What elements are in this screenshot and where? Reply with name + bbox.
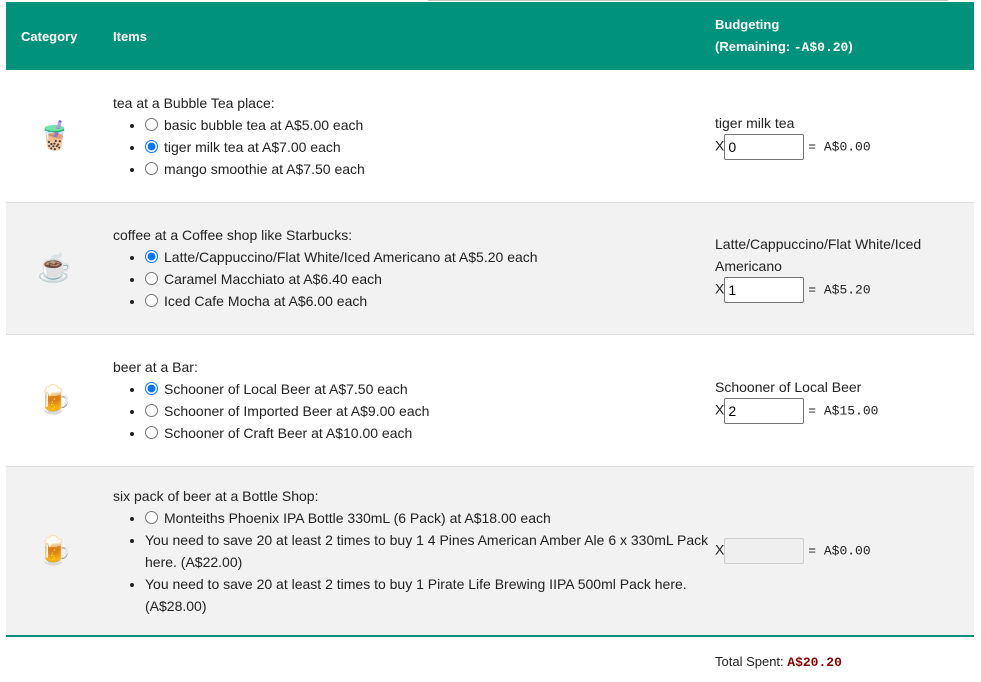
- list-item: [145, 400, 715, 422]
- beer-mug-icon: 🍺: [37, 534, 72, 566]
- option-label: tiger milk tea at A$7.00 each: [164, 138, 341, 155]
- budget-cell: [715, 466, 974, 636]
- beer-mug-icon: 🍺: [37, 384, 72, 415]
- option-radio[interactable]: [145, 426, 158, 439]
- line-total: = A$0.00: [808, 139, 871, 155]
- option-label: Schooner of Imported Beer at A$9.00 each: [164, 403, 430, 419]
- option-radio[interactable]: [145, 140, 158, 153]
- list-item: [145, 573, 715, 617]
- list-item: [145, 422, 715, 444]
- category-cell: [6, 70, 113, 202]
- category-row-beer-bar: [6, 334, 974, 466]
- option-label: Caramel Macchiato at A$6.40 each: [164, 271, 382, 287]
- option-label: Iced Cafe Mocha at A$6.00 each: [164, 293, 368, 309]
- option-radio[interactable]: [145, 118, 158, 131]
- category-cell: [6, 334, 113, 466]
- budget-cell: [715, 334, 974, 466]
- budget-table: [6, 2, 974, 637]
- options-list: [113, 507, 715, 617]
- items-cell: [113, 466, 715, 636]
- total-spent-label: Total Spent:: [715, 654, 788, 669]
- header-budgeting-label: Budgeting: [715, 16, 780, 32]
- top-divider: [428, 0, 948, 1]
- multiply-label: X: [715, 280, 725, 297]
- option-label: mango smoothie at A$7.50 each: [164, 160, 365, 177]
- selected-item-name: Schooner of Local Beer: [715, 379, 862, 395]
- quantity-input[interactable]: [724, 538, 804, 564]
- multiply-label: X: [715, 137, 725, 154]
- options-list: [113, 378, 715, 444]
- budget-cell: [715, 70, 974, 202]
- multiply-label: X: [715, 401, 725, 418]
- multiply-label: X: [715, 541, 725, 558]
- list-item: [145, 290, 715, 312]
- category-title: tea at a Bubble Tea place:: [113, 94, 275, 111]
- option-radio[interactable]: [145, 382, 158, 395]
- line-total: = A$15.00: [808, 403, 879, 419]
- items-cell: [113, 334, 715, 466]
- list-item: [145, 529, 715, 573]
- option-radio[interactable]: [145, 511, 158, 524]
- savings-note: You need to save 20 at least 2 times to buy 1 Pirate Life Brewing IIPA 500ml Pack here. (A$28.00): [145, 575, 687, 614]
- option-radio[interactable]: [145, 294, 158, 307]
- option-label: Schooner of Local Beer at A$7.50 each: [164, 381, 408, 397]
- option-label: Schooner of Craft Beer at A$10.00 each: [164, 425, 413, 441]
- category-title: six pack of beer at a Bottle Shop:: [113, 487, 319, 504]
- selected-item-name: Latte/Cappuccino/Flat White/Iced Americano: [715, 236, 922, 274]
- quantity-input[interactable]: [724, 134, 804, 160]
- savings-note: You need to save 20 at least 2 times to buy 1 4 Pines American Amber Ale 6 x 330mL Pack here. (A$22.00): [145, 531, 709, 570]
- options-list: [113, 246, 715, 312]
- quantity-calc: [715, 398, 974, 424]
- items-cell: [113, 202, 715, 334]
- option-label: basic bubble tea at A$5.00 each: [164, 116, 364, 133]
- selected-item-name: tiger milk tea: [715, 114, 795, 131]
- line-total: = A$5.20: [808, 282, 871, 298]
- list-item: [145, 158, 715, 180]
- option-label: Monteiths Phoenix IPA Bottle 330mL (6 Pack) at A$18.00 each: [164, 509, 551, 526]
- header-category: Category: [21, 28, 78, 44]
- list-item: [145, 246, 715, 268]
- list-item: [145, 378, 715, 400]
- header-budgeting: [715, 2, 974, 70]
- total-spent-value: A$20.20: [787, 655, 842, 670]
- list-item: [145, 114, 715, 136]
- total-spent: [715, 654, 842, 670]
- coffee-icon: ☕: [37, 252, 72, 283]
- category-title: coffee at a Coffee shop like Starbucks:: [113, 227, 353, 243]
- bubble-tea-icon: 🧋: [37, 119, 72, 151]
- quantity-calc: [715, 538, 974, 564]
- header-items: Items: [113, 28, 147, 44]
- remaining-suffix: ): [848, 38, 853, 54]
- table-header: [6, 2, 974, 70]
- list-item: [145, 136, 715, 158]
- option-radio[interactable]: [145, 162, 158, 175]
- options-list: [113, 114, 715, 180]
- option-radio[interactable]: [145, 272, 158, 285]
- remaining-prefix: (Remaining:: [715, 38, 794, 54]
- option-label: Latte/Cappuccino/Flat White/Iced Americano at A$5.20 each: [164, 249, 538, 265]
- category-cell: [6, 466, 113, 636]
- remaining-value: -A$0.20: [793, 39, 849, 55]
- quantity-input[interactable]: [724, 398, 804, 424]
- quantity-calc: [715, 134, 974, 160]
- category-row-tea: [6, 70, 974, 202]
- category-title: beer at a Bar:: [113, 359, 198, 375]
- list-item: [145, 507, 715, 529]
- category-cell: [6, 202, 113, 334]
- items-cell: [113, 70, 715, 202]
- budget-cell: [715, 202, 974, 334]
- category-row-bottle-shop: [6, 466, 974, 636]
- quantity-input[interactable]: [724, 277, 804, 303]
- option-radio[interactable]: [145, 404, 158, 417]
- line-total: = A$0.00: [808, 543, 871, 559]
- list-item: [145, 268, 715, 290]
- quantity-calc: [715, 277, 974, 303]
- category-row-coffee: [6, 202, 974, 334]
- option-radio[interactable]: [145, 250, 158, 263]
